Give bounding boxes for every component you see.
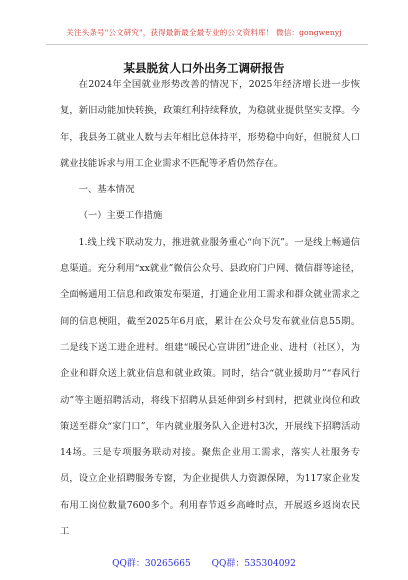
section-heading: 一、基本情况 xyxy=(78,184,135,196)
footer-qq-group-1: QQ群：30265665 xyxy=(112,559,191,569)
header-divider xyxy=(46,44,368,45)
document-title: 某县脱贫人口外出务工调研报告 xyxy=(123,61,285,75)
subsection-heading: （一）主要工作措施 xyxy=(78,210,163,222)
intro-paragraph: 在2024年全国就业形势改善的情况下，2025年经济增长进一步恢复，新旧动能加快转换，政策红利持续释放，为稳就业提供坚实支撑。今年，我县务工就业人数与去年相比总体持平，形势稳中向好，但脱贫人口就业技能诉求与用工企业需求不匹配等矛盾仍然存在。 xyxy=(60,79,360,169)
document-body xyxy=(60,72,360,545)
footer-qq-group-2: QQ群：535304092 xyxy=(211,559,296,569)
footer-contacts xyxy=(0,556,408,569)
header-banner: 关注头条号"公文研究"，获得最新最全最专业的公文资料库！ 微信：gongwenyj xyxy=(66,28,342,37)
measures-paragraph: 1.线上线下联动发力，推进就业服务重心“向下沉”。一是线上畅通信息渠道。充分利用“xx就业”微信公众号、县政府门户网、微信群等途径，全面畅通用工信息和政策发布渠道，打通企业用工需求和群众就业需求之间的信息梗阻，截至2025年6月底，累计在公众号发布就业信息55期。二是线下送工进企进村。组建“暖民心宣讲团”进企业、进村（社区），为企业和群众送上就业信息和就业政策。同时，结合“就业援助月”“春风行动”等主题招聘活动，将线下招聘从县延伸到乡村到村，把就业岗位和政策送至群众“家门口”，年内就业服务队入企进村3次，开展线下招聘活动14场。三是专项服务联动对接。聚焦企业用工需求，落实人社服务专员，设立企业招聘服务专窗，为企业提供人力资源保障，为117家企业发布用工岗位数量7600多个。利用春节返乡高峰时点，开展返乡返岗农民工 xyxy=(60,236,360,538)
